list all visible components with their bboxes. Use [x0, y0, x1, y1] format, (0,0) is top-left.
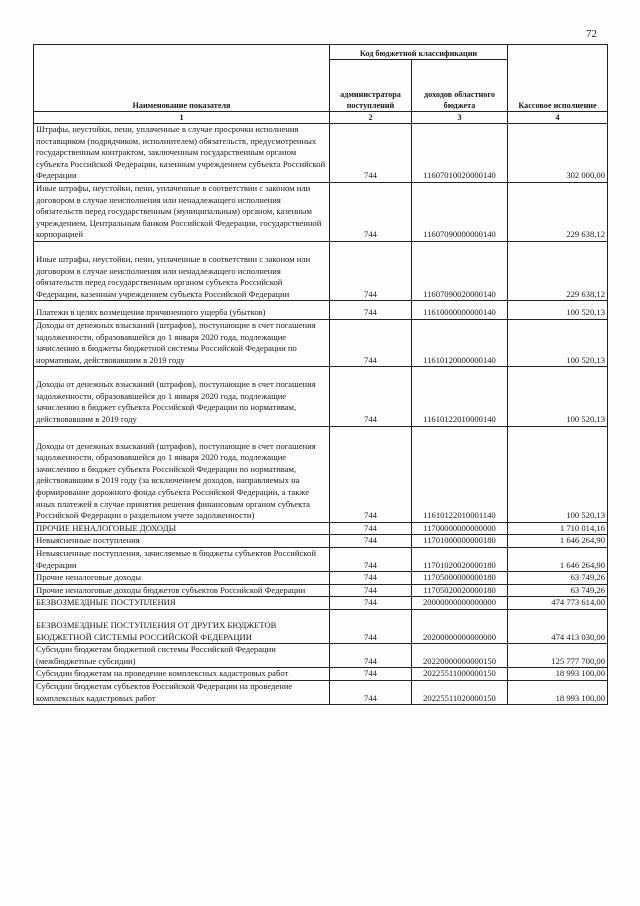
table-row [34, 241, 608, 300]
row-admin: 744 [330, 124, 412, 183]
row-value: 1 646 264,90 [508, 548, 608, 572]
row-admin: 744 [330, 584, 412, 597]
row-name: БЕЗВОЗМЕЗДНЫЕ ПОСТУПЛЕНИЯ [34, 597, 330, 610]
row-value: 100 520,13 [508, 426, 608, 522]
row-admin: 744 [330, 367, 412, 426]
row-code: 11607010020000140 [412, 124, 508, 183]
row-admin: 744 [330, 597, 412, 610]
row-name: Субсидии бюджетам бюджетной системы Российской Федерации (межбюджетные субсидии) [34, 644, 330, 668]
table-row [34, 584, 608, 597]
row-code: 11610122010000140 [412, 367, 508, 426]
row-code: 20220000000000150 [412, 644, 508, 668]
row-value: 18 993 100,00 [508, 680, 608, 704]
col-number: 4 [508, 112, 608, 124]
row-name: Субсидии бюджетам субъектов Российской Федерации на проведение комплексных кадастровых работ [34, 680, 330, 704]
row-admin: 744 [330, 548, 412, 572]
header-name-col: Наименование показателя [34, 45, 330, 112]
row-admin: 744 [330, 668, 412, 681]
row-name: Прочие неналоговые доходы бюджетов субъектов Российской Федерации [34, 584, 330, 597]
table-row [34, 597, 608, 610]
row-code: 20000000000000000 [412, 597, 508, 610]
table-row [34, 124, 608, 183]
row-code: 11705000000000180 [412, 572, 508, 585]
row-name: Прочие неналоговые доходы [34, 572, 330, 585]
row-name: Иные штрафы, неустойки, пени, уплаченные в соответствии с законом или договором в случае неисполнения или ненадлежащего исполнения обязательств перед государственным органом субъекта Российской Федерации, казенным учреждением субъекта Российской Федерации [34, 241, 330, 300]
row-code: 11700000000000000 [412, 522, 508, 535]
row-value: 302 000,00 [508, 124, 608, 183]
row-value: 100 520,13 [508, 367, 608, 426]
row-admin: 744 [330, 241, 412, 300]
row-name: Платежи в целях возмещения причиненного ущерба (убытков) [34, 301, 330, 320]
budget-income-table [33, 44, 608, 705]
row-admin: 744 [330, 522, 412, 535]
row-value: 125 777 700,00 [508, 644, 608, 668]
row-value: 1 710 014,16 [508, 522, 608, 535]
table-row [34, 644, 608, 668]
header-admin-col: администратора поступлений [330, 60, 412, 112]
row-value: 474 773 614,00 [508, 597, 608, 610]
row-name: БЕЗВОЗМЕЗДНЫЕ ПОСТУПЛЕНИЯ ОТ ДРУГИХ БЮДЖЕТОВ БЮДЖЕТНОЙ СИСТЕМЫ РОССИЙСКОЙ ФЕДЕРАЦИИ [34, 609, 330, 643]
table-row [34, 301, 608, 320]
row-code: 11607090000000140 [412, 182, 508, 241]
row-admin: 744 [330, 182, 412, 241]
col-number: 2 [330, 112, 412, 124]
table-row [34, 535, 608, 548]
col-number: 3 [412, 112, 508, 124]
header-cash-col: Кассовое исполнение [508, 45, 608, 112]
row-admin: 744 [330, 680, 412, 704]
row-name: Доходы от денежных взысканий (штрафов), поступающие в счет погашения задолженности, образовавшейся до 1 января 2020 года, подлежащие зачислению в бюджеты бюджетной системы Российской Федерации по нормативам, действовавшим в 2019 году [34, 319, 330, 366]
row-code: 11610000000000140 [412, 301, 508, 320]
row-code: 11701020020000180 [412, 548, 508, 572]
table-row [34, 668, 608, 681]
row-value: 474 413 030,00 [508, 609, 608, 643]
row-name: Доходы от денежных взысканий (штрафов), поступающие в счет погашения задолженности, образовавшейся до 1 января 2020 года, подлежащие зачислению в бюджет субъекта Российской Федерации по нормативам, действовавшим в 2019 году [34, 367, 330, 426]
row-code: 11705020020000180 [412, 584, 508, 597]
table-row [34, 609, 608, 643]
row-value: 1 646 264,90 [508, 535, 608, 548]
row-admin: 744 [330, 572, 412, 585]
row-admin: 744 [330, 301, 412, 320]
table-row [34, 548, 608, 572]
row-admin: 744 [330, 426, 412, 522]
row-name: Невыясненные поступления, зачисляемые в бюджеты субъектов Российской Федерации [34, 548, 330, 572]
row-code: 11607090020000140 [412, 241, 508, 300]
table-row [34, 522, 608, 535]
row-name: Иные штрафы, неустойки, пени, уплаченные в соответствии с законом или договором в случае неисполнения или ненадлежащего исполнения обязательств перед государственным (муниципальным) органом, казенным учреждением, Центральным банком Российской Федерации, государственной корпорацией [34, 182, 330, 241]
header-budget-code-group: Код бюджетной классификации [330, 45, 508, 60]
row-code: 20225511000000150 [412, 668, 508, 681]
row-admin: 744 [330, 319, 412, 366]
row-code: 11610120000000140 [412, 319, 508, 366]
row-code: 20225511020000150 [412, 680, 508, 704]
row-name: Штрафы, неустойки, пени, уплаченные в случае просрочки исполнения поставщиком (подрядчиком, исполнителем) обязательств, предусмотренных государственным контрактом, заключенным государственным органом субъекта Российской Федерации, казенным учреждением субъекта Российской Федерации [34, 124, 330, 183]
table-row [34, 367, 608, 426]
row-name: Невыясненные поступления [34, 535, 330, 548]
row-name: Субсидии бюджетам на проведение комплексных кадастровых работ [34, 668, 330, 681]
row-code: 11701000000000180 [412, 535, 508, 548]
row-name: ПРОЧИЕ НЕНАЛОГОВЫЕ ДОХОДЫ [34, 522, 330, 535]
row-admin: 744 [330, 535, 412, 548]
page-number: 72 [586, 28, 597, 40]
row-admin: 744 [330, 644, 412, 668]
row-value: 100 520,13 [508, 301, 608, 320]
table-row [34, 680, 608, 704]
table-row [34, 426, 608, 522]
row-value: 229 638,12 [508, 241, 608, 300]
header-income-col: доходов областного бюджета [412, 60, 508, 112]
row-value: 229 638,12 [508, 182, 608, 241]
table-row [34, 572, 608, 585]
table-row [34, 319, 608, 366]
col-number: 1 [34, 112, 330, 124]
row-code: 11610122010001140 [412, 426, 508, 522]
row-value: 63 749,26 [508, 572, 608, 585]
row-value: 18 993 100,00 [508, 668, 608, 681]
row-code: 20200000000000000 [412, 609, 508, 643]
row-value: 100 520,13 [508, 319, 608, 366]
row-admin: 744 [330, 609, 412, 643]
row-name: Доходы от денежных взысканий (штрафов), поступающие в счет погашения задолженности, образовавшейся до 1 января 2020 года, подлежащие зачислению в бюджет субъекта Российской Федерации по нормативам, действовавшим в 2019 году (за исключением доходов, направляемых на формирование дорожного фонда субъекта Российской Федерации, а также иных платежей в случае принятия решения финансовым органом субъекта Российской Федерации о раздельном учете задолженности) [34, 426, 330, 522]
row-value: 63 749,26 [508, 584, 608, 597]
table-row [34, 182, 608, 241]
